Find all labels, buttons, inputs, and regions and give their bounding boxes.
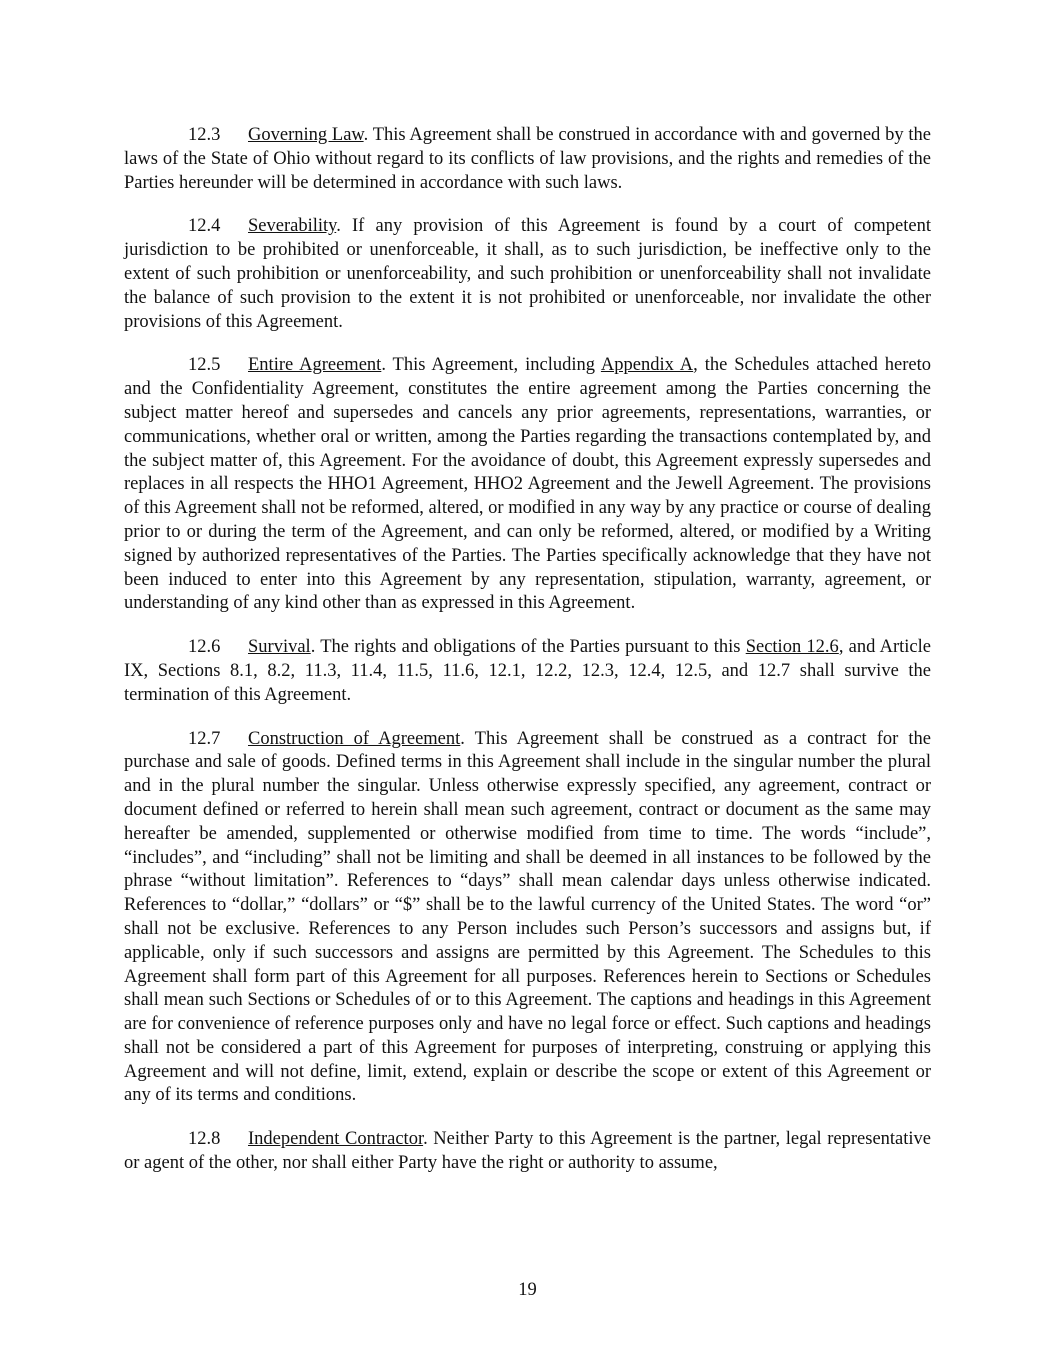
section-heading: Independent Contractor [248, 1129, 424, 1150]
section-12-8 [124, 1128, 931, 1176]
section-body: . Neither Party to this Agreement is the partner, legal representative or agent of the other, nor shall either Party have the right or authority to assume, [124, 1129, 931, 1174]
section-body-part: , and Article IX, Sections 8.1, 8.2, 11.3, 11.4, 11.5, 11.6, 12.1, 12.2, 12.3, 12.4, 12.5, and 12.7 shall survive the termination of this Agreement. [124, 637, 931, 705]
section-number: 12.5 [188, 355, 221, 376]
section-12-4 [124, 215, 931, 334]
section-heading: Survival [248, 637, 311, 658]
section-reference: Section 12.6 [745, 637, 839, 658]
section-heading: Construction of Agreement [248, 728, 461, 749]
section-heading: Severability [248, 216, 337, 237]
section-heading: Governing Law [248, 125, 364, 145]
section-body-part: . This Agreement, including [381, 355, 601, 376]
section-number: 12.6 [188, 637, 221, 658]
section-number: 12.4 [188, 216, 221, 237]
section-12-6 [124, 636, 931, 707]
section-number: 12.3 [188, 125, 221, 145]
section-body: . This Agreement shall be construed in accordance with and governed by the laws of the State of Ohio without regard to its conflicts of law provisions, and the rights and remedies of the Parties hereunder will be determined in accordance with such laws. [124, 125, 932, 193]
section-body-part: , the Schedules attached hereto and the Confidentiality Agreement, constitutes the entire agreement among the Parties concerning the subject matter hereof and supersedes and cancels any prior agreements, representations, warranties, or communications, whether oral or written, among the Parties regarding the transactions contemplated by, and the subject matter of, this Agreement. For the avoidance of doubt, this Agreement expressly supersedes and replaces in all respects the HHO1 Agreement, HHO2 Agreement and the Jewell Agreement. The provisions of this Agreement shall not be reformed, altered, or modified in any way by any practice or course of dealing prior to or during the term of the Agreement, and can only be reformed, altered, or modified by a Writing signed by authorized representatives of the Parties. The Parties specifically acknowledge that they have not been induced to enter into this Agreement by any representation, stipulation, warranty, agreement, or understanding of any kind other than as expressed in this Agreement. [124, 355, 931, 614]
section-body-part: . The rights and obligations of the Parties pursuant to this [310, 637, 746, 658]
section-number: 12.8 [188, 1129, 221, 1150]
section-heading: Entire Agreement [248, 355, 382, 376]
section-12-7 [124, 728, 931, 1109]
section-12-5 [124, 354, 931, 616]
document-page [124, 124, 931, 1196]
page-number: 19 [518, 1280, 537, 1300]
section-12-3 [124, 124, 931, 195]
section-body: . This Agreement shall be construed as a contract for the purchase and sale of goods. Defined terms in this Agreement shall include in the singular number the plural and in the plural number the singular. Unless otherwise expressly specified, any agreement, contract or document defined or referred to herein shall mean such agreement, contract or document as the same may hereafter be amended, supplemented or otherwise modified from time to time. The words “include”, “includes”, and “including” shall not be limiting and shall be deemed in all instances to be followed by the phrase “without limitation”. References to “days” shall mean calendar days unless otherwise indicated. References to “dollar,” “dollars” or “$” shall be to the lawful currency of the United States. The word “or” shall not be exclusive. References to any Person includes such Person’s successors and assigns but, if applicable, only if such successors and assigns are permitted by this Agreement. The Schedules to this Agreement shall form part of this Agreement for all purposes. References herein to Sections or Schedules shall mean such Sections or Schedules of or to this Agreement. The captions and headings in this Agreement are for convenience of reference purposes only and have no legal force or effect. Such captions and headings shall not be considered a part of this Agreement for purposes of interpreting, construing or applying this Agreement and will not define, limit, extend, explain or describe the scope or extent of this Agreement or any of its terms and conditions. [124, 728, 931, 1106]
section-number: 12.7 [188, 728, 221, 749]
appendix-reference: Appendix A [600, 355, 694, 376]
section-body: . If any provision of this Agreement is found by a court of competent jurisdiction to be prohibited or unenforceable, it shall, as to such jurisdiction, be ineffective only to the extent of such prohibition or unenforceability, and such prohibition or unenforceability shall not invalidate the balance of such provision to the extent it is not prohibited or unenforceable, nor invalidate the other provisions of this Agreement. [124, 216, 931, 332]
